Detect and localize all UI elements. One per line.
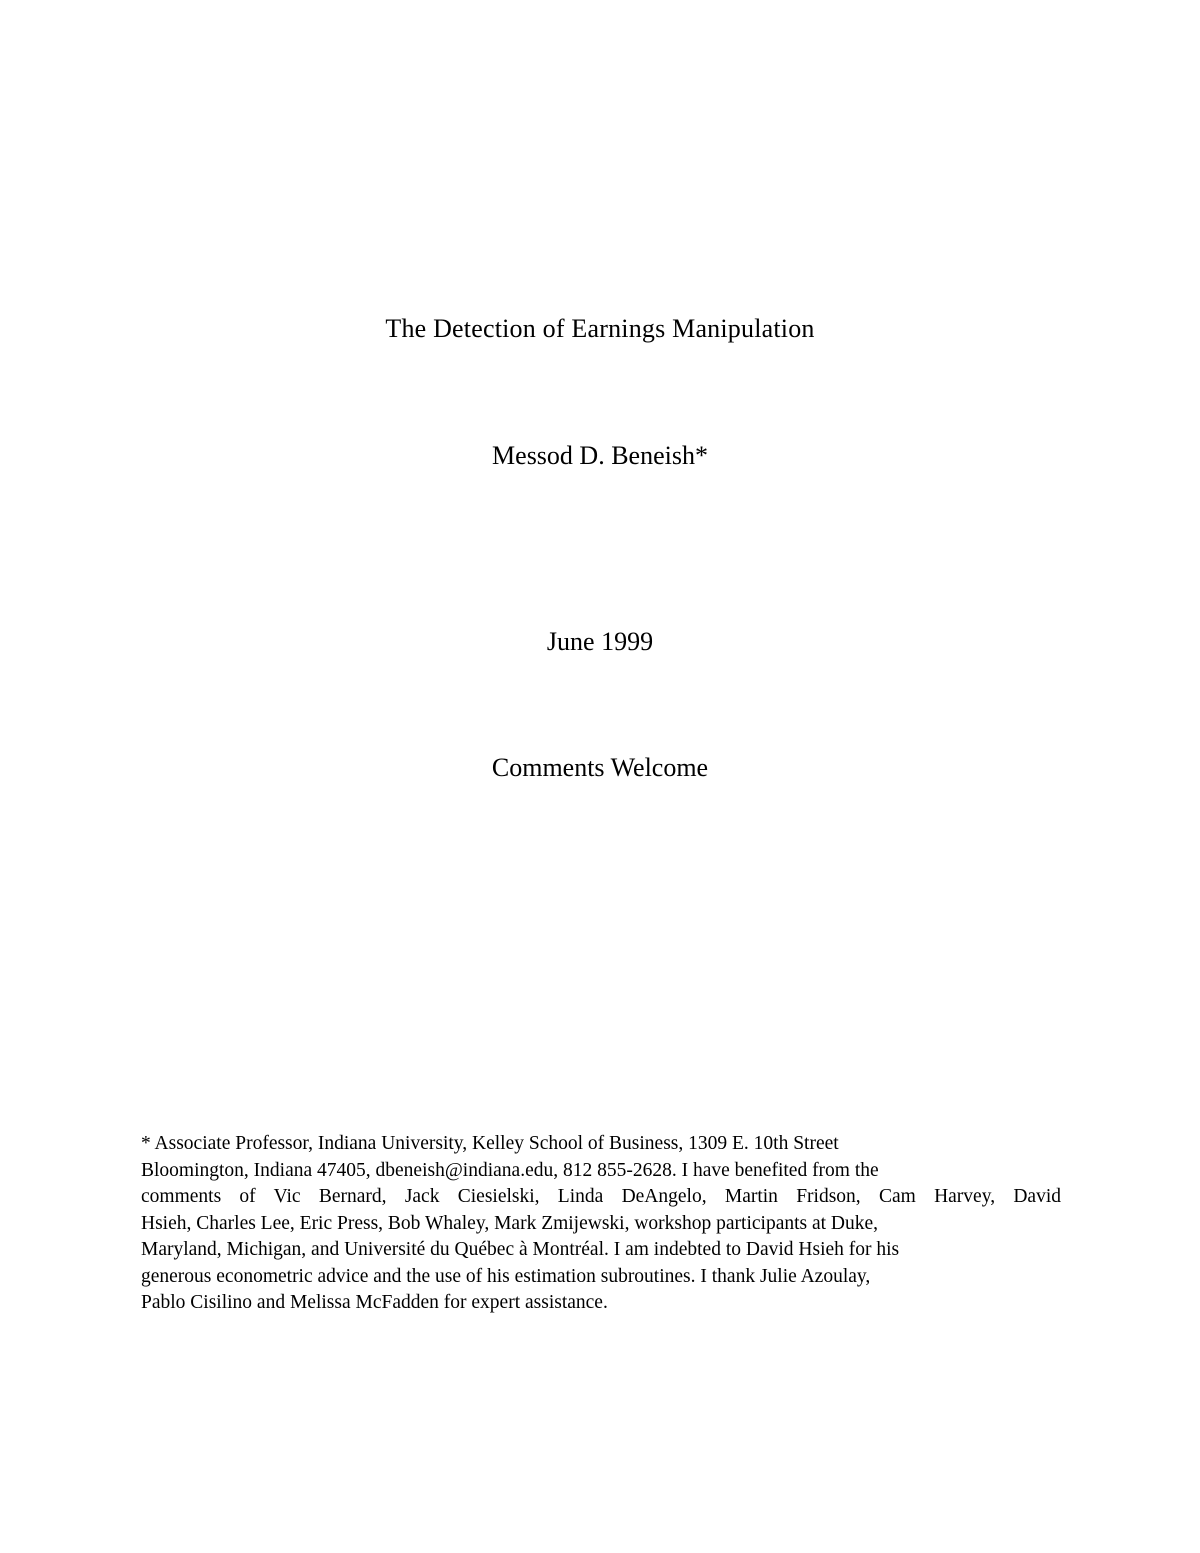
- footnote-line: comments of Vic Bernard, Jack Ciesielski, Linda DeAngelo, Martin Fridson, Cam Harvey, David: [141, 1186, 1061, 1207]
- footnote-line: Hsieh, Charles Lee, Eric Press, Bob Whaley, Mark Zmijewski, workshop participants at Duke,: [141, 1212, 879, 1234]
- footnote-line: Pablo Cisilino and Melissa McFadden for expert assistance.: [141, 1292, 608, 1313]
- comments-note: Comments Welcome: [491, 753, 709, 782]
- footnote-line: * Associate Professor, Indiana University, Kelley School of Business, 1309 E. 10th Street: [141, 1133, 839, 1154]
- author-name: Messod D. Beneish*: [492, 441, 708, 470]
- footnote-line: generous econometric advice and the use of his estimation subroutines. I thank Julie Azoulay,: [141, 1265, 871, 1287]
- footnote-line: Maryland, Michigan, and Université du Québec à Montréal. I am indebted to David Hsieh for his: [141, 1239, 900, 1260]
- author-footnote: [141, 1131, 1061, 1317]
- paper-title: The Detection of Earnings Manipulation: [385, 314, 815, 343]
- footnote-line: Bloomington, Indiana 47405, dbeneish@indiana.edu, 812 855-2628. I have benefited from the: [141, 1159, 879, 1181]
- publication-date: June 1999: [546, 627, 654, 656]
